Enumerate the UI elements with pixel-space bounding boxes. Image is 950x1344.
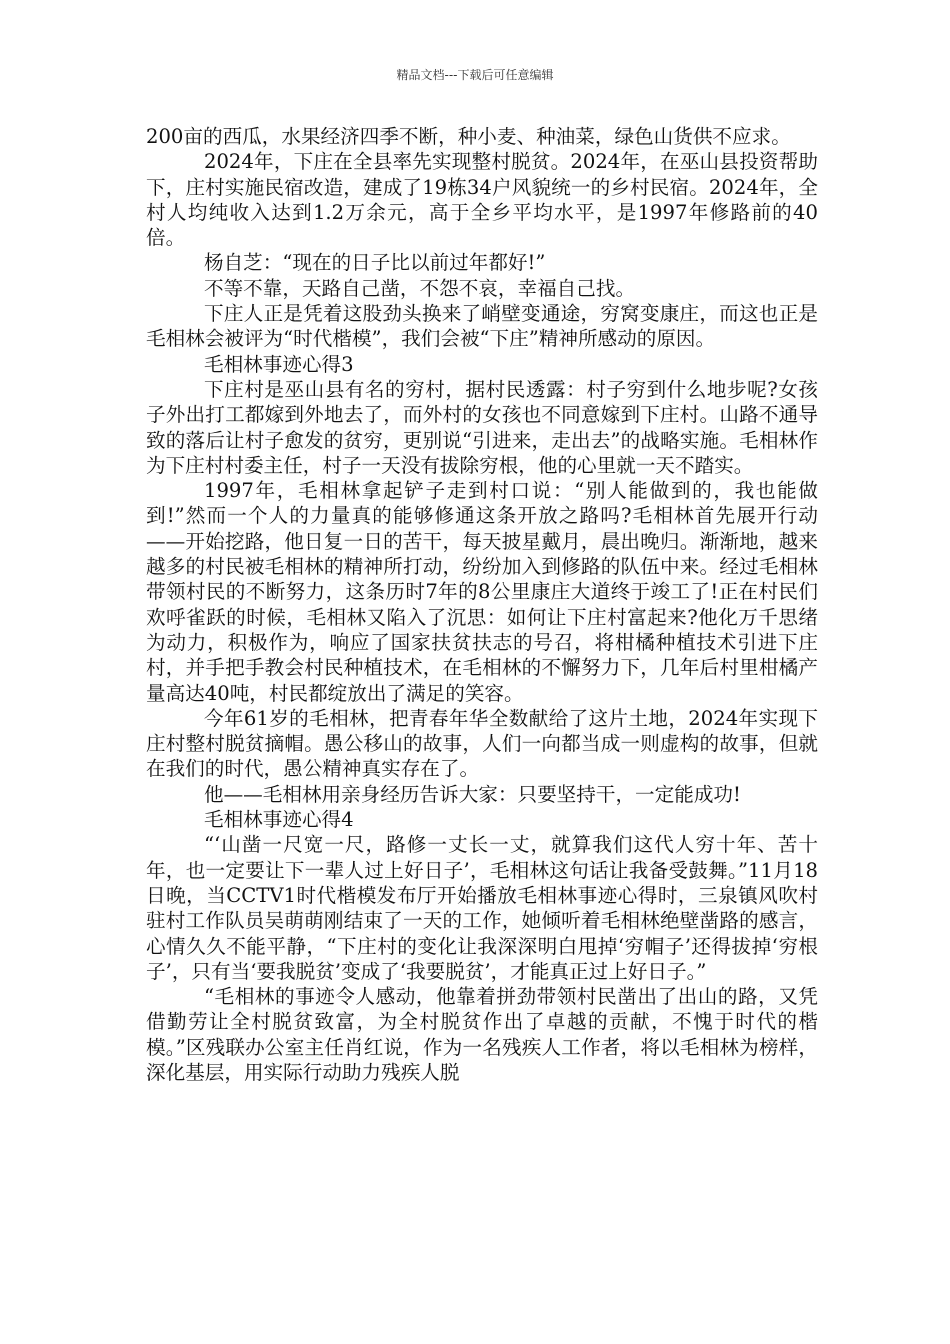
paragraph: 今年61岁的毛相林，把青春年华全数献给了这片土地，2024年实现下庄村整村脱贫摘帽。愚公移山的故事，人们一向都当成一则虚构的故事，但就在我们的时代，愚公精神真实存在了。 bbox=[146, 706, 818, 781]
paragraph: “‘山凿一尺宽一尺，路修一丈长一丈，就算我们这代人穷十年、苦十年，也一定要让下一辈人过上好日子’，毛相林这句话让我备受鼓舞。”11月18日晚，当CCTV1时代楷模发布厅开始播放毛相林事迹心得时，三泉镇风吹村驻村工作队员吴萌萌刚结束了一天的工作，她倾听着毛相林绝壁凿路的感言，心情久久不能平静，“下庄村的变化让我深深明白甩掉‘穷帽子’还得拔掉‘穷根子’，只有当‘要我脱贫’变成了‘我要脱贫’，才能真正过上好日子。” bbox=[146, 833, 818, 983]
paragraph: 下庄村是巫山县有名的穷村，据村民透露：村子穷到什么地步呢?女孩子外出打工都嫁到外地去了，而外村的女孩也不同意嫁到下庄村。山路不通导致的落后让村子愈发的贫穷，更别说“引进来，走出去”的战略实施。毛相林作为下庄村村委主任，村子一天没有拔除穷根，他的心里就一天不踏实。 bbox=[146, 377, 818, 477]
paragraph: 不等不靠，天路自己凿，不怨不哀，幸福自己找。 bbox=[204, 276, 636, 300]
paragraph: 下庄人正是凭着这股劲头换来了峭壁变通途，穷窝变康庄，而这也正是毛相林会被评为“时代楷模”，我们会被“下庄”精神所感动的原因。 bbox=[146, 302, 818, 351]
section-heading: 毛相林事迹心得3 bbox=[204, 352, 354, 376]
paragraph: 他——毛相林用亲身经历告诉大家：只要坚持干，一定能成功! bbox=[204, 782, 741, 806]
paragraph: “毛相林的事迹令人感动，他靠着拼劲带领村民凿出了出山的路，又凭借勤劳让全村脱贫致富，为全村脱贫作出了卓越的贡献，不愧于时代的楷模。”区残联办公室主任肖红说，作为一名残疾人工作者，将以毛相林为榜样，深化基层，用实际行动助力残疾人脱 bbox=[146, 985, 818, 1084]
page-header: 精品文档---下载后可任意编辑 bbox=[396, 68, 554, 82]
paragraph: 杨自芝：“现在的日子比以前过年都好!” bbox=[204, 251, 546, 275]
paragraph: 200亩的西瓜，水果经济四季不断，种小麦、种油菜，绿色山货供不应求。 bbox=[146, 125, 791, 148]
paragraph: 2024年，下庄在全县率先实现整村脱贫。2024年，在巫山县投资帮助下，庄村实施民宿改造，建成了19栋34户风貌统一的乡村民宿。2024年，全村人均纯收入达到1.2万余元，高于全乡平均水平，是1997年修路前的40倍。 bbox=[146, 150, 818, 250]
section-heading: 毛相林事迹心得4 bbox=[204, 808, 354, 832]
paragraph: 1997年，毛相林拿起铲子走到村口说：“别人能做到的，我也能做到!”然而一个人的力量真的能够修通这条开放之路吗?毛相林首先展开行动——开始挖路，他日复一日的苦干，每天披星戴月，晨出晚归。渐渐地，越来越多的村民被毛相林的精神所打动，纷纷加入到修路的队伍中来。经过毛相林带领村民的不断努力，这条历时7年的8公里康庄大道终于竣工了!正在村民们欢呼雀跃的时候，毛相林又陷入了沉思：如何让下庄村富起来?他化万千思绪为动力，积极作为，响应了国家扶贫扶志的号召，将柑橘种植技术引进下庄村，并手把手教会村民种植技术，在毛相林的不懈努力下，几年后村里柑橘产量高达40吨，村民都绽放出了满足的笑容。 bbox=[146, 479, 818, 705]
document-body bbox=[146, 124, 818, 1085]
